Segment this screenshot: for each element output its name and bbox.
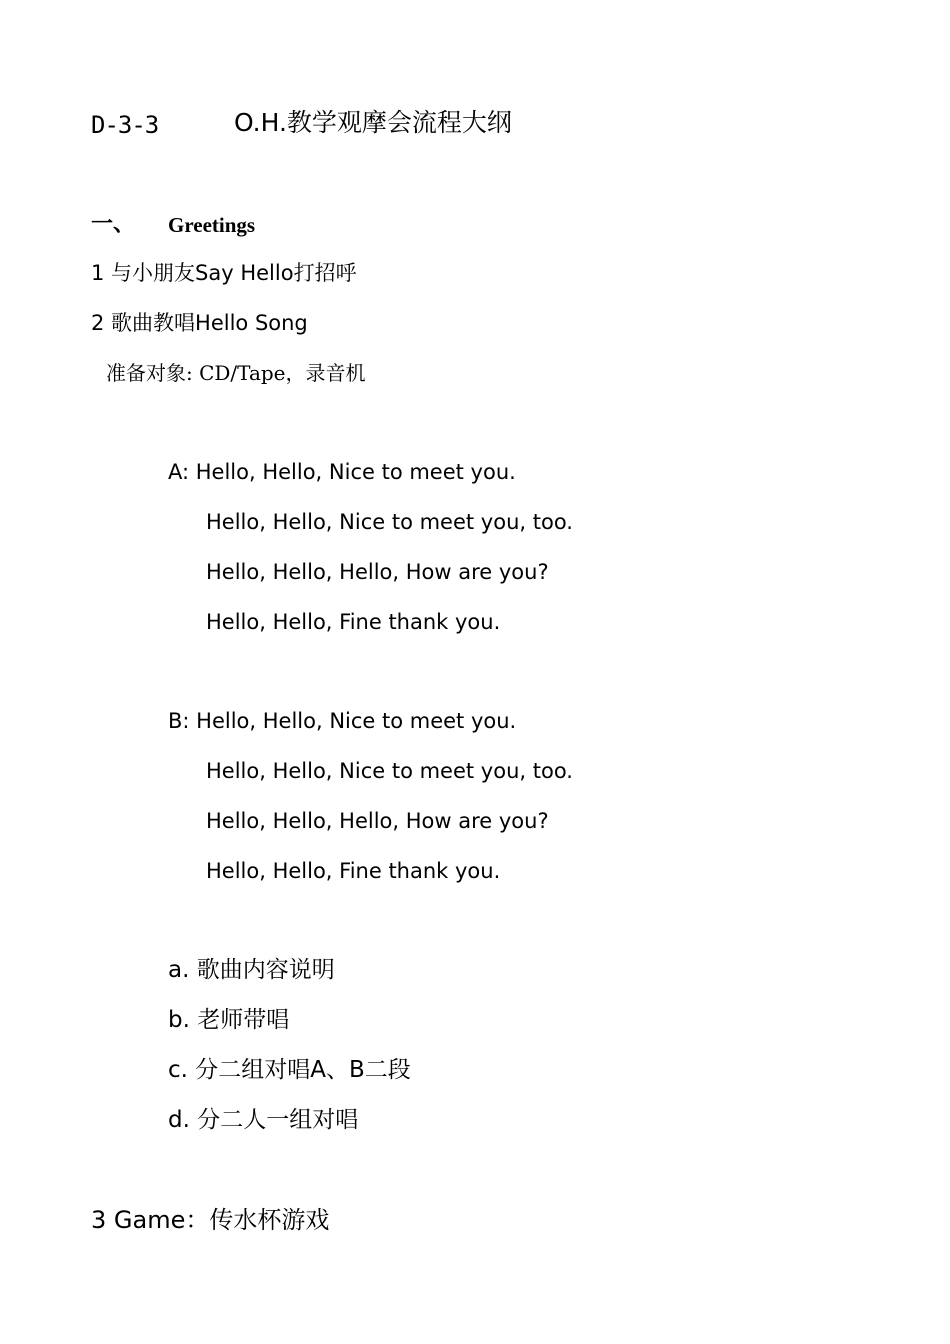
game-item: 3 Game：传水杯游戏 [91, 1206, 330, 1234]
step-item: d. 分二人一组对唱 [168, 1107, 359, 1133]
list-item: 2 歌曲教唱Hello Song [91, 311, 308, 335]
lyric-line: A: Hello, Hello, Nice to meet you. [168, 460, 516, 484]
lyric-line: Hello, Hello, Nice to meet you, too. [206, 759, 573, 783]
list-item: 1 与小朋友Say Hello打招呼 [91, 261, 357, 285]
section-number: 一、 [91, 212, 136, 237]
lyric-line: Hello, Hello, Hello, How are you? [206, 560, 549, 584]
document-code: D-3-3 [91, 111, 159, 139]
lyric-line: B: Hello, Hello, Nice to meet you. [168, 709, 517, 733]
lyric-line: Hello, Hello, Fine thank you. [206, 859, 501, 883]
prep-materials: 准备对象: CD/Tape，录音机 [106, 361, 366, 385]
lyric-line: Hello, Hello, Nice to meet you, too. [206, 510, 573, 534]
step-item: b. 老师带唱 [168, 1007, 290, 1033]
step-item: c. 分二组对唱A、B二段 [168, 1057, 411, 1083]
document-title: O.H.教学观摩会流程大纲 [234, 108, 512, 137]
lyric-line: Hello, Hello, Hello, How are you? [206, 809, 549, 833]
lyric-line: Hello, Hello, Fine thank you. [206, 610, 501, 634]
step-item: a. 歌曲内容说明 [168, 957, 335, 983]
section-heading: Greetings [168, 213, 256, 237]
